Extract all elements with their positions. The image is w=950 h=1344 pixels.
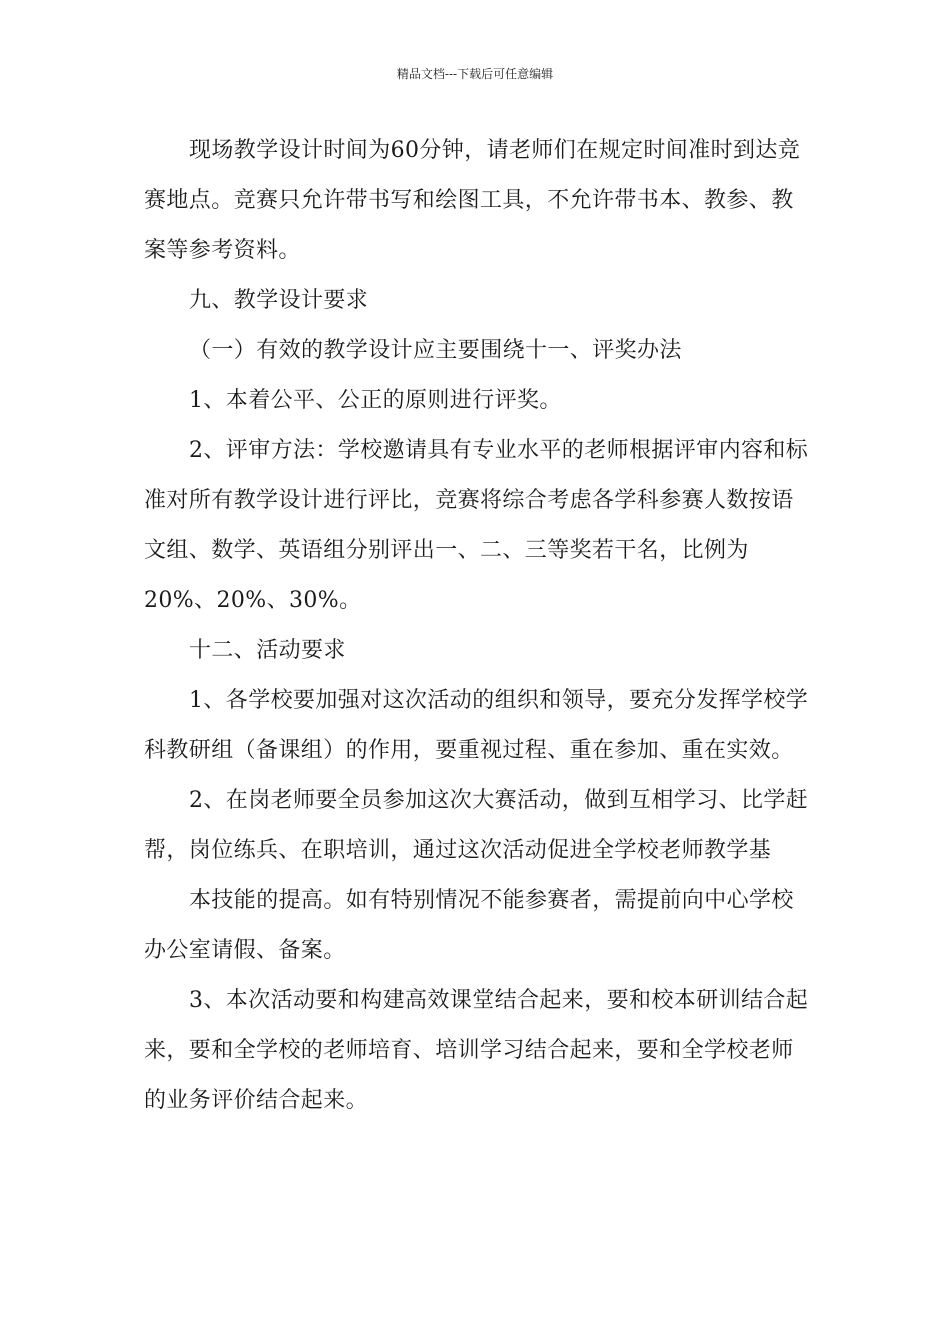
page-header: 精品文档---下载后可任意编辑 [396, 67, 554, 81]
section-heading: 十二、活动要求 [189, 638, 346, 663]
paragraph-line: 3、本次活动要和构建高效课堂结合起来，要和校本研训结合起 [189, 988, 809, 1013]
paragraph-line: 赛地点。竞赛只允许带书写和绘图工具，不允许带书本、教参、教 [144, 188, 794, 213]
paragraph-line: 20%、20%、30%。 [144, 588, 362, 613]
paragraph-line: 准对所有教学设计进行评比，竞赛将综合考虑各学科参赛人数按语 [144, 488, 794, 513]
section-heading: 九、教学设计要求 [189, 288, 369, 313]
paragraph-line: 2、在岗老师要全员参加这次大赛活动，做到互相学习、比学赶 [189, 788, 809, 813]
paragraph-line: 现场教学设计时间为60分钟，请老师们在规定时间准时到达竞 [189, 138, 801, 163]
paragraph-line: 的业务评价结合起来。 [144, 1088, 369, 1113]
paragraph-line: 科教研组（备课组）的作用，要重视过程、重在参加、重在实效。 [144, 738, 794, 763]
paragraph-line: 办公室请假、备案。 [144, 938, 346, 963]
paragraph-line: 1、各学校要加强对这次活动的组织和领导，要充分发挥学校学 [189, 688, 809, 713]
paragraph-line: 帮，岗位练兵、在职培训，通过这次活动促进全学校老师教学基 [144, 838, 772, 863]
paragraph-line: 本技能的提高。如有特别情况不能参赛者，需提前向中心学校 [189, 888, 794, 913]
paragraph-line: 案等参考资料。 [144, 238, 301, 263]
paragraph-line: 来，要和全学校的老师培育、培训学习结合起来，要和全学校老师 [144, 1038, 794, 1063]
paragraph-line: 2、评审方法：学校邀请具有专业水平的老师根据评审内容和标 [189, 438, 809, 463]
paragraph-line: （一）有效的教学设计应主要围绕十一、评奖办法 [189, 338, 682, 363]
paragraph-line: 文组、数学、英语组分别评出一、二、三等奖若干名，比例为 [144, 538, 749, 563]
paragraph-line: 1、本着公平、公正的原则进行评奖。 [189, 388, 562, 413]
